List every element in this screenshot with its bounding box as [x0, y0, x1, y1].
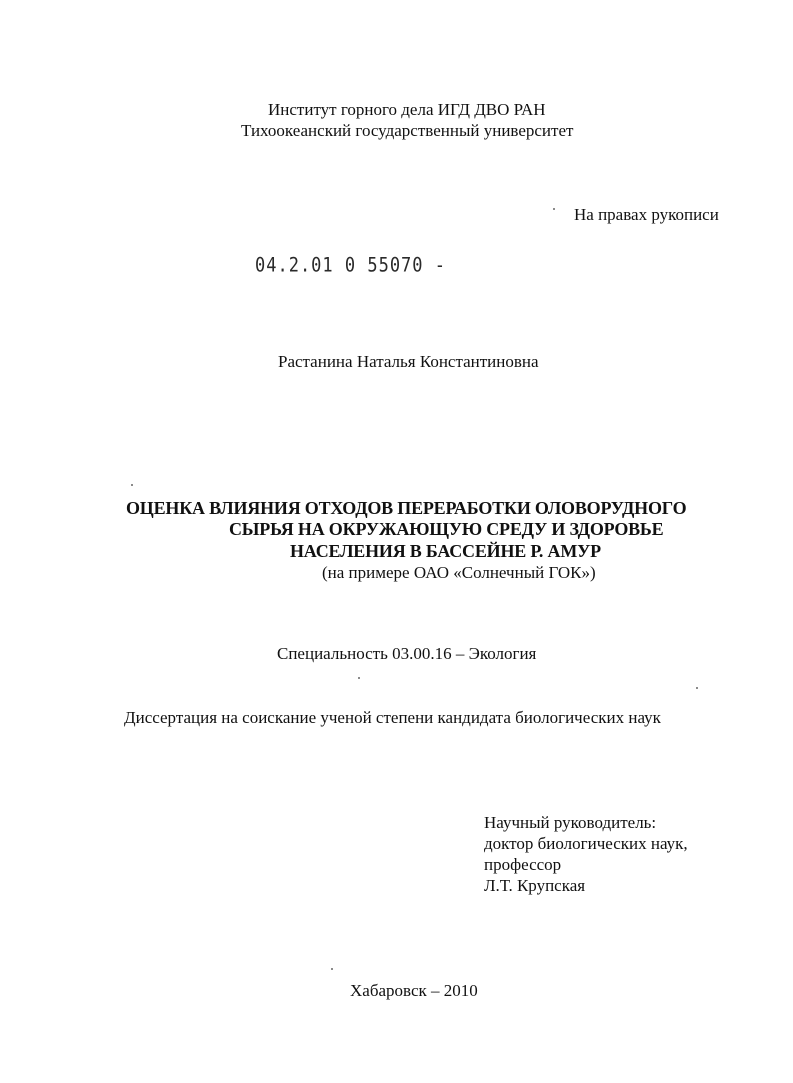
manuscript-rights-note: На правах рукописи [574, 205, 719, 224]
supervisor-title: профессор [484, 855, 562, 874]
scan-speck [696, 687, 698, 689]
dissertation-line: Диссертация на соискание ученой степени кандидата биологических наук [124, 708, 661, 727]
supervisor-degree: доктор биологических наук, [484, 834, 688, 853]
scan-speck [131, 484, 133, 486]
title-line-2: СЫРЬЯ НА ОКРУЖАЮЩУЮ СРЕДУ И ЗДОРОВЬЕ [229, 519, 664, 539]
supervisor-name: Л.Т. Крупская [484, 876, 586, 895]
title-line-1: ОЦЕНКА ВЛИЯНИЯ ОТХОДОВ ПЕРЕРАБОТКИ ОЛОВОРУДНОГО [126, 498, 687, 518]
title-line-3: НАСЕЛЕНИЯ В БАССЕЙНЕ Р. АМУР [290, 541, 601, 561]
author-name: Растанина Наталья Константиновна [278, 352, 539, 371]
supervisor-label: Научный руководитель: [484, 813, 657, 832]
title-subtitle: (на примере ОАО «Солнечный ГОК») [322, 563, 596, 582]
city-year-footer: Хабаровск – 2010 [350, 981, 478, 1000]
registry-number-stamp: 04.2.01 0 55070 - [255, 254, 446, 277]
scan-speck [331, 968, 333, 970]
university-name: Тихоокеанский государственный университет [241, 121, 574, 140]
scan-speck [553, 208, 555, 210]
institute-name: Институт горного дела ИГД ДВО РАН [268, 100, 546, 119]
scan-speck [358, 677, 360, 679]
specialty-line: Специальность 03.00.16 – Экология [277, 644, 537, 663]
